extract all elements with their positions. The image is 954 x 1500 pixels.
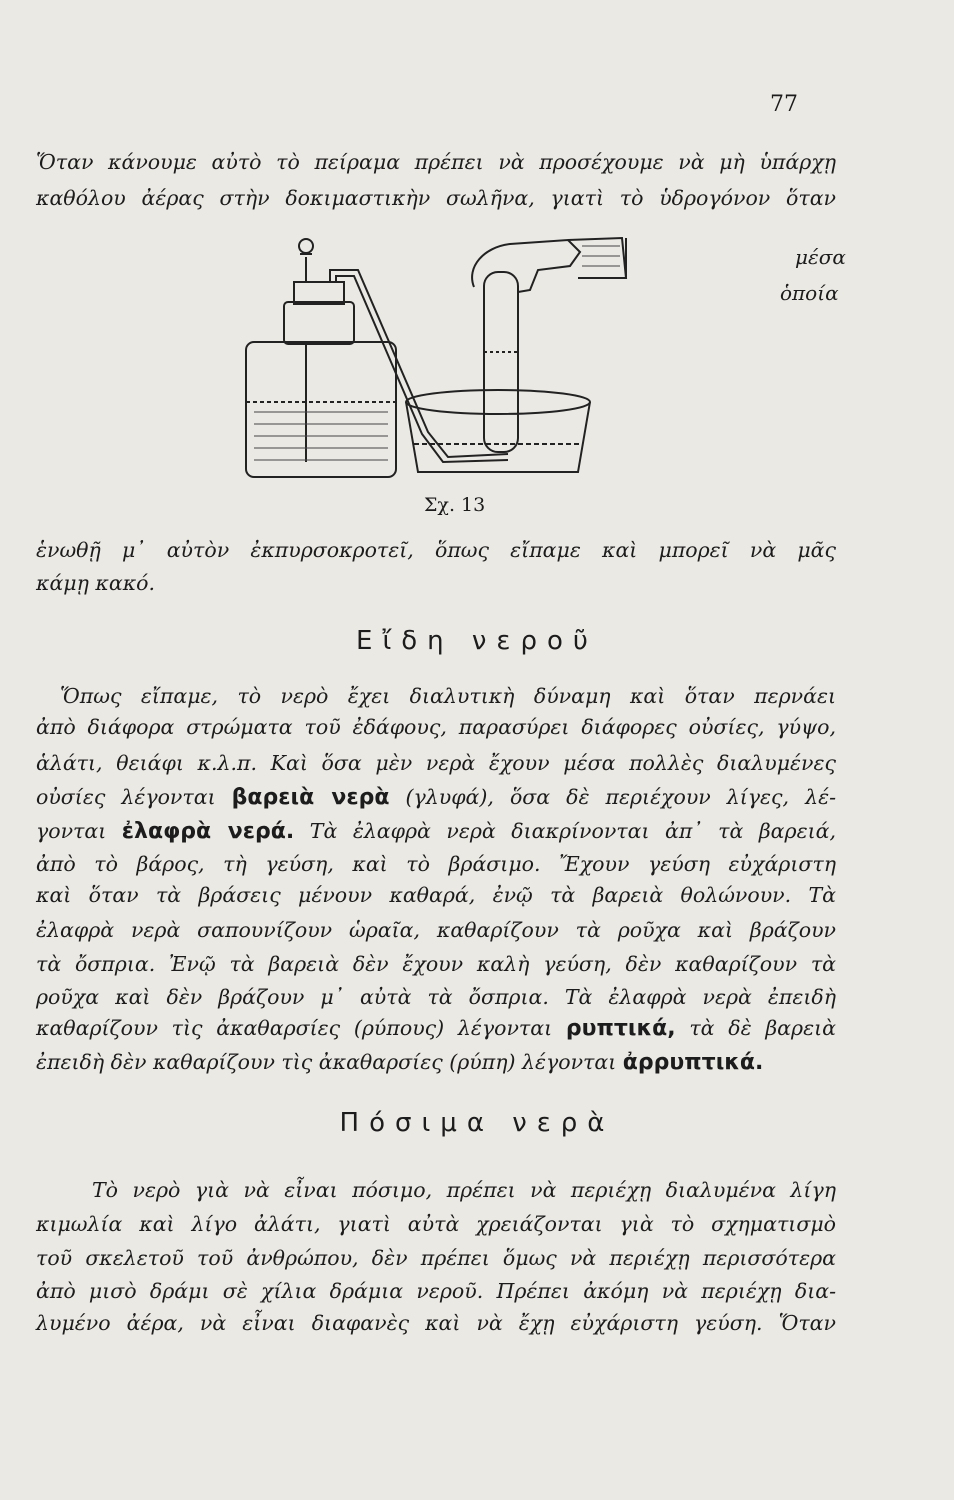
text-line <box>36 782 836 813</box>
text-span: καθαρίζουν τὶς ἀκαθαρσίες (ρύπους) λέγονται <box>36 1016 553 1040</box>
page-number: 77 <box>770 92 798 117</box>
text-line: Ὅπως εἴπαμε, τὸ νερὸ ἔχει διαλυτικὴ δύναμη καὶ ὅταν περνάει <box>60 684 836 708</box>
figure-caption: Σχ. 13 <box>424 494 486 516</box>
text-line: ἀπὸ τὸ βάρος, τὴ γεύση, καὶ τὸ βράσιμο. Ἔχουν γεύση εὐχάριστη <box>36 852 836 876</box>
fig-side-text: ὁποία <box>780 281 839 305</box>
text-line: κάμῃ κακό. <box>36 571 155 595</box>
term-cleansing: ρυπτικά, <box>565 1016 676 1041</box>
text-span: Τὰ ἐλαφρὰ νερὰ διακρίνονται ἀπ᾽ τὰ βαρειά, <box>309 819 836 843</box>
text-line: τοῦ σκελετοῦ τοῦ ἀνθρώπου, δὲν πρέπει ὅμως νὰ περιέχῃ περισσότερα <box>36 1246 836 1270</box>
fig-side-text: μέσα <box>795 245 846 269</box>
text-line: κιμωλία καὶ λίγο ἀλάτι, γιατὶ αὐτὰ χρειάζονται γιὰ τὸ σχηματισμὸ <box>36 1212 836 1236</box>
term-heavy-water: βαρειὰ νερὰ <box>231 785 390 810</box>
text-line: Ὅταν κάνουμε αὐτὸ τὸ πείραμα πρέπει νὰ προσέχουμε νὰ μὴ ὑπάρχῃ <box>36 150 836 174</box>
text-line: Τὸ νερὸ γιὰ νὰ εἶναι πόσιμο, πρέπει νὰ περιέχῃ διαλυμένα λίγη <box>92 1178 836 1202</box>
section-heading: Εἴδη νεροῦ <box>356 626 598 656</box>
text-line: λυμένο ἀέρα, νὰ εἶναι διαφανὲς καὶ νὰ ἔχῃ εὐχάριστη γεύση. Ὅταν <box>36 1311 836 1335</box>
text-line: τὰ ὄσπρια. Ἐνῷ τὰ βαρειὰ δὲν ἔχουν καλὴ γεύση, δὲν καθαρίζουν τὰ <box>36 952 836 976</box>
term-light-water: ἐλαφρὰ νερά. <box>121 819 295 844</box>
text-span: γονται <box>36 819 107 843</box>
section-heading: Πόσιμα νερὰ <box>339 1108 615 1138</box>
text-line: καθόλου ἀέρας στὴν δοκιμαστικὴν σωλῆνα, γιατὶ τὸ ὑδρογόνον ὅταν <box>36 186 836 210</box>
text-line <box>36 1047 836 1078</box>
text-span: τὰ δὲ βαρειὰ <box>689 1016 836 1040</box>
text-line <box>36 816 836 847</box>
text-line: ροῦχα καὶ δὲν βράζουν μ᾽ αὐτὰ τὰ ὄσπρια. Τὰ ἐλαφρὰ νερὰ ἐπειδὴ <box>36 985 836 1009</box>
apparatus-illustration <box>238 232 678 497</box>
text-line: καὶ ὅταν τὰ βράσεις μένουν καθαρά, ἐνῷ τὰ βαρειὰ θολώνουν. Τὰ <box>36 883 836 907</box>
text-span: (γλυφά), ὅσα δὲ περιέχουν λίγες, λέ- <box>405 785 836 809</box>
term-non-cleansing: ἀρρυπτικά. <box>622 1050 764 1075</box>
text-line <box>36 1013 836 1044</box>
text-line: ἑνωθῇ μ᾽ αὐτὸν ἐκπυρσοκροτεῖ, ὅπως εἴπαμε καὶ μπορεῖ νὰ μᾶς <box>36 538 836 562</box>
text-span: ἐπειδὴ δὲν καθαρίζουν τὶς ἀκαθαρσίες (ρύπη) λέγονται <box>36 1050 617 1074</box>
text-span: οὐσίες λέγονται <box>36 785 216 809</box>
text-line: ἀπὸ μισὸ δράμι σὲ χίλια δράμια νεροῦ. Πρέπει ἀκόμη νὰ περιέχῃ δια- <box>36 1279 836 1303</box>
text-line: ἁλάτι, θειάφι κ.λ.π. Καὶ ὅσα μὲν νερὰ ἔχουν μέσα πολλὲς διαλυμένες <box>36 751 836 775</box>
text-line: ἀπὸ διάφορα στρώματα τοῦ ἐδάφους, παρασύρει διάφορες οὐσίες, γύψο, <box>36 715 836 739</box>
text-line: ἐλαφρὰ νερὰ σαπουνίζουν ὡραῖα, καθαρίζουν τὰ ροῦχα καὶ βράζουν <box>36 918 836 942</box>
